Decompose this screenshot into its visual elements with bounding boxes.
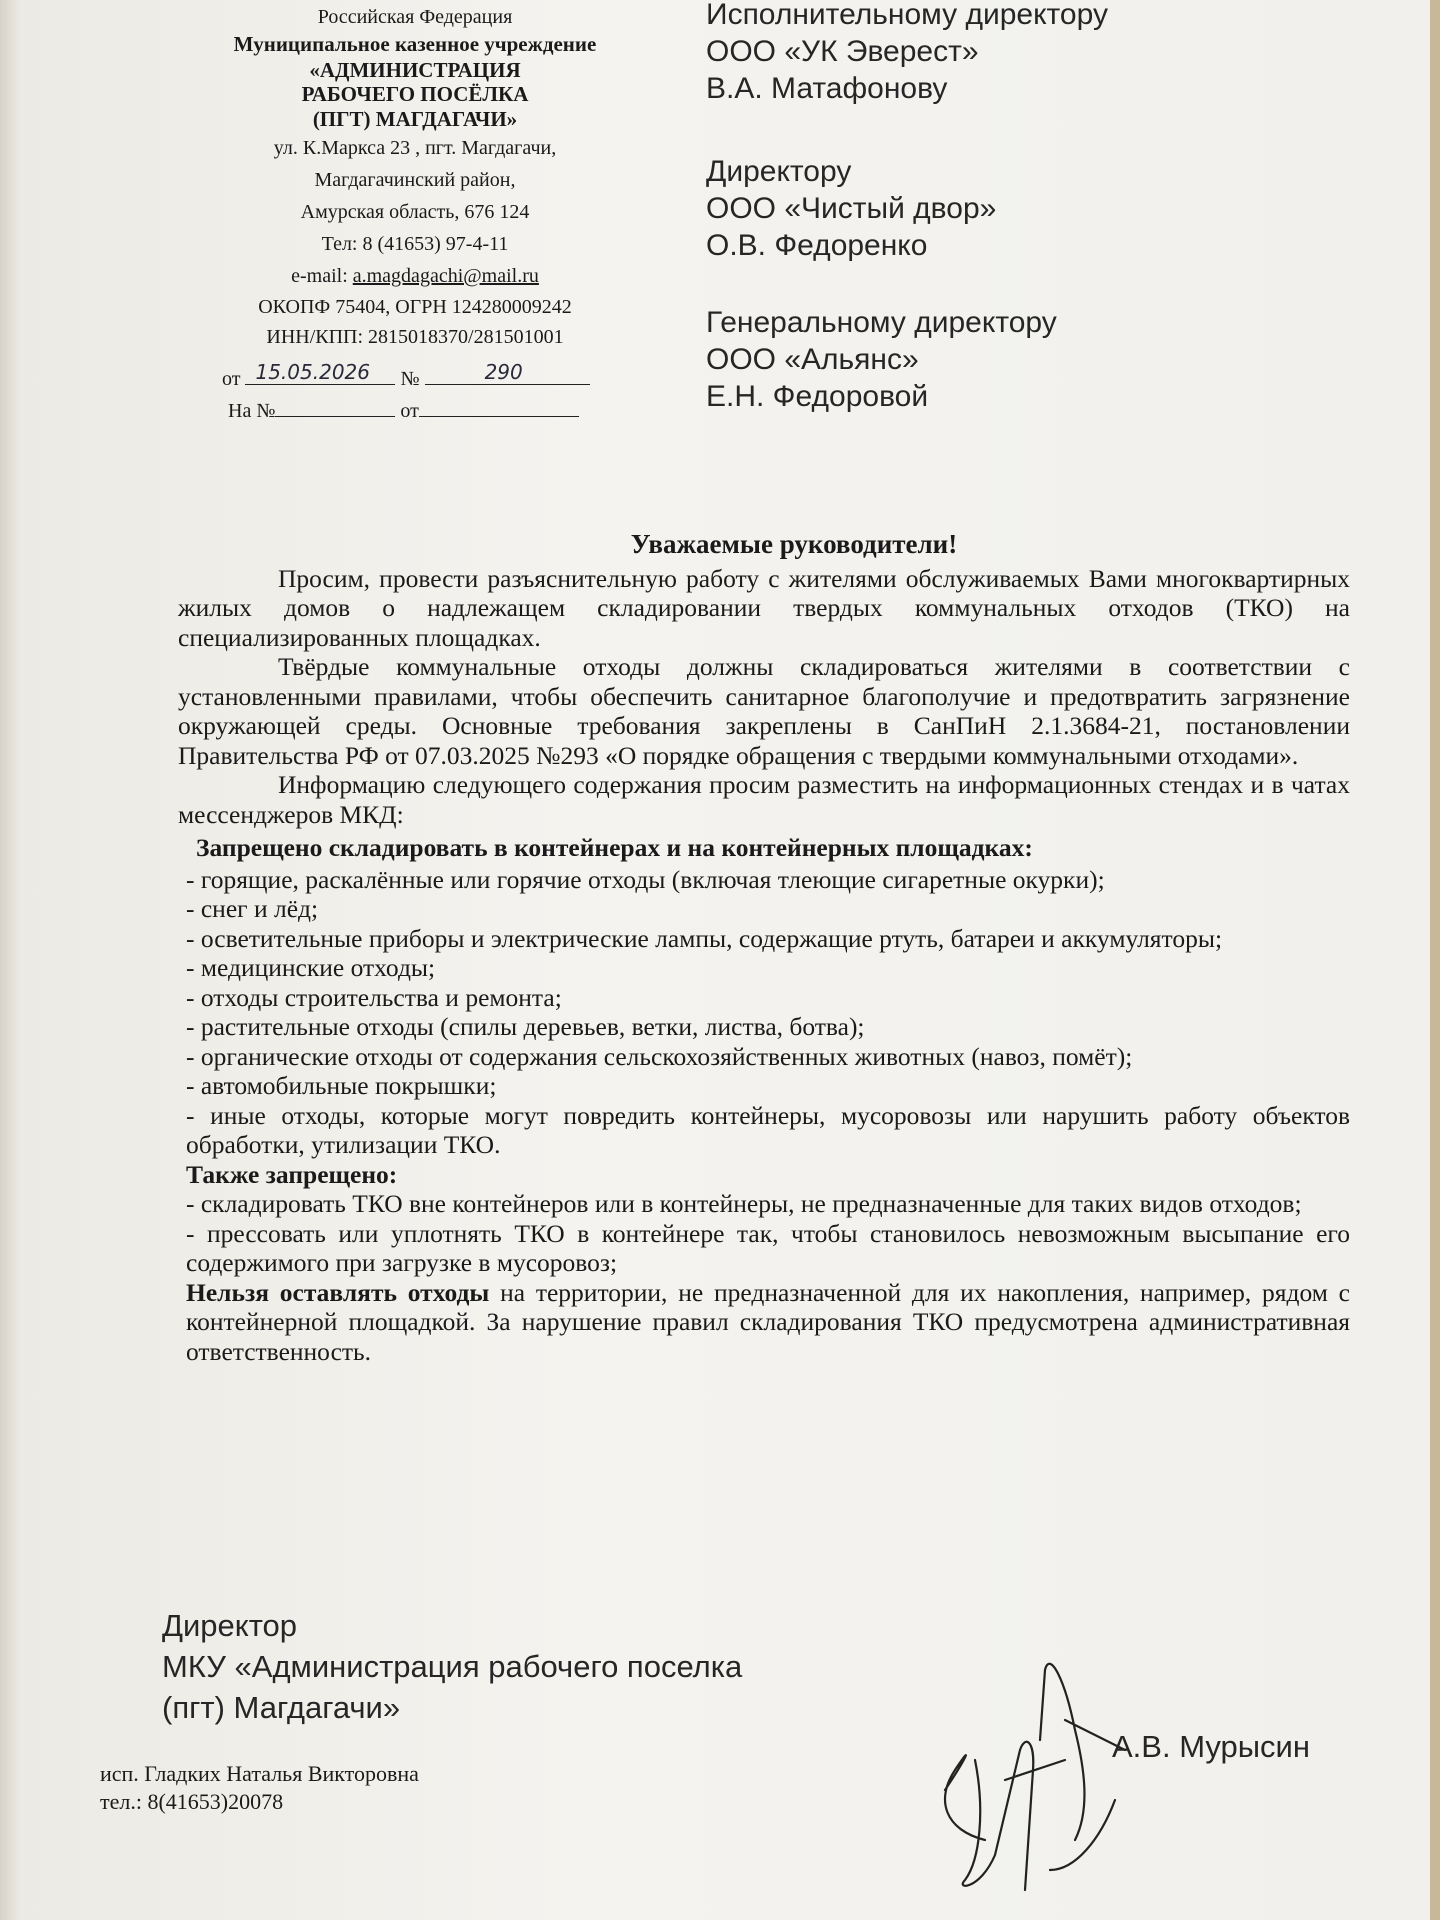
addressee-position: Генеральному директору [706,306,1057,339]
sender-address2: Магдагачинский район, [314,169,516,191]
sender-org-line3: РАБОЧЕГО ПОСЁЛКА [301,82,529,106]
addressee-position: Исполнительному директору [706,0,1108,31]
sender-phone: Тел: 8 (41653) 97-4-11 [321,233,509,255]
sender-codes1: ОКОПФ 75404, ОГРН 124280009242 [258,296,572,318]
date-prefix: от [222,368,241,390]
list-item: - отходы строительства и ремонта; [186,982,562,1012]
letter-body [178,530,1350,1366]
final-bold: Нельзя оставлять отходы [186,1277,490,1307]
desk-edge [1430,0,1440,1920]
sender-block [180,4,650,352]
director-line1: Директор [162,1608,298,1643]
addressee-2 [706,153,996,264]
reply-ref [228,398,579,423]
paper-shadow [0,0,22,1920]
final-paragraph [186,1278,1350,1367]
handwritten-signature [925,1640,1165,1900]
executor-name: исп. Гладких Наталья Викторовна [100,1761,419,1786]
date-value: 15.05.2026 [255,360,370,384]
addressee-company: ООО «УК Эверест» [706,35,979,68]
list-item: - растительные отходы (спилы деревьев, ветки, листва, ботва); [186,1012,865,1041]
director-line3: (пгт) Магдагачи» [162,1690,401,1725]
addressee-name: О.В. Федоренко [706,229,928,262]
outgoing-ref [222,360,590,391]
paragraph-3: Информацию следующего содержания просим разместить на информационных стендах и в чатах мессенджеров МКД: [178,770,1350,829]
paragraph-1: Просим, провести разъяснительную работу с жителями обслуживаемых Вами многоквартирных жилых домов о надлежащем складировании твердых коммунальных отходов (ТКО) на специализированных площадках. [178,563,1350,652]
addressee-company: ООО «Альянс» [706,343,919,376]
sender-org-line4: (ПГТ) МАГДАГАЧИ» [312,107,518,131]
sender-email [180,260,650,292]
addressee-3 [706,304,1057,415]
number-value: 290 [484,360,523,384]
prohibited-section [186,833,1350,1366]
also-heading: Также запрещено: [186,1159,398,1189]
sender-address3: Амурская область, 676 124 [300,201,530,223]
list-item: - складировать ТКО вне контейнеров или в контейнеры, не предназначенные для таких видов отходов; [186,1189,1302,1218]
addressee-name: В.А. Матафонову [706,72,948,105]
addressee-1 [706,0,1108,107]
director-name: А.В. Мурысин [1112,1729,1310,1764]
reply-prefix: На № [228,400,276,422]
greeting: Уважаемые руководители! [630,529,958,559]
final-rest: на территории, не предназначенной для их накопления, например, рядом с контейнерной площадкой. За нарушение правил складирования ТКО предусмотрена административная ответственность. [186,1277,1350,1366]
list-item: - органические отходы от содержания сельскохозяйственных животных (навоз, помёт); [186,1041,1133,1071]
sender-org-line1: Муниципальное казенное учреждение [233,32,597,56]
executor-phone: тел.: 8(41653)20078 [100,1789,284,1814]
list-item: - автомобильные покрышки; [186,1071,497,1100]
number-prefix: № [400,368,420,390]
list-item: - иные отходы, которые могут повредить контейнеры, мусоровозы или нарушить работу объектов обработки, утилизации ТКО. [186,1100,1350,1159]
list-item: - горящие, раскалённые или горячие отходы (включая тлеющие сигаретные окурки); [186,864,1105,894]
executor-block [100,1760,419,1816]
sender-codes2: ИНН/КПП: 2815018370/281501001 [266,326,564,348]
addressee-company: ООО «Чистый двор» [706,192,997,225]
sender-country: Российская Федерация [317,6,513,28]
list-item: - осветительные приборы и электрические лампы, содержащие ртуть, батареи и аккумуляторы; [186,923,1223,953]
prohibited-heading: Запрещено складировать в контейнерах и на контейнерных площадках: [196,833,1033,862]
email-label: e-mail: [291,265,353,287]
list-item: - медицинские отходы; [186,953,436,982]
list-item: - снег и лёд; [186,894,319,923]
sender-address1: ул. К.Маркса 23 , пгт. Магдагачи, [273,137,557,159]
director-block [162,1605,742,1728]
list-item: - прессовать или уплотнять ТКО в контейнере так, чтобы становилось невозможным высыпание его содержимого при загрузке в мусоровоз; [186,1218,1350,1277]
addressee-name: Е.Н. Федоровой [706,380,929,413]
paragraph-2: Твёрдые коммунальные отходы должны складироваться жителями в соответствии с установленными правилами, чтобы обеспечить санитарное благополучие и предотвратить загрязнение окружающей среды. Основные требования закреплены в СанПиН 2.1.3684-21, постановлении Правительства РФ от 07.03.2025 №293 «О порядке обращения с твердыми коммунальными отходами». [178,652,1350,770]
director-line2: МКУ «Администрация рабочего поселка [162,1649,743,1684]
email-value: a.magdagachi@mail.ru [352,265,539,287]
reply-from: от [400,400,419,422]
sender-org-line2: «АДМИНИСТРАЦИЯ [309,58,521,82]
addressee-position: Директору [706,155,852,188]
